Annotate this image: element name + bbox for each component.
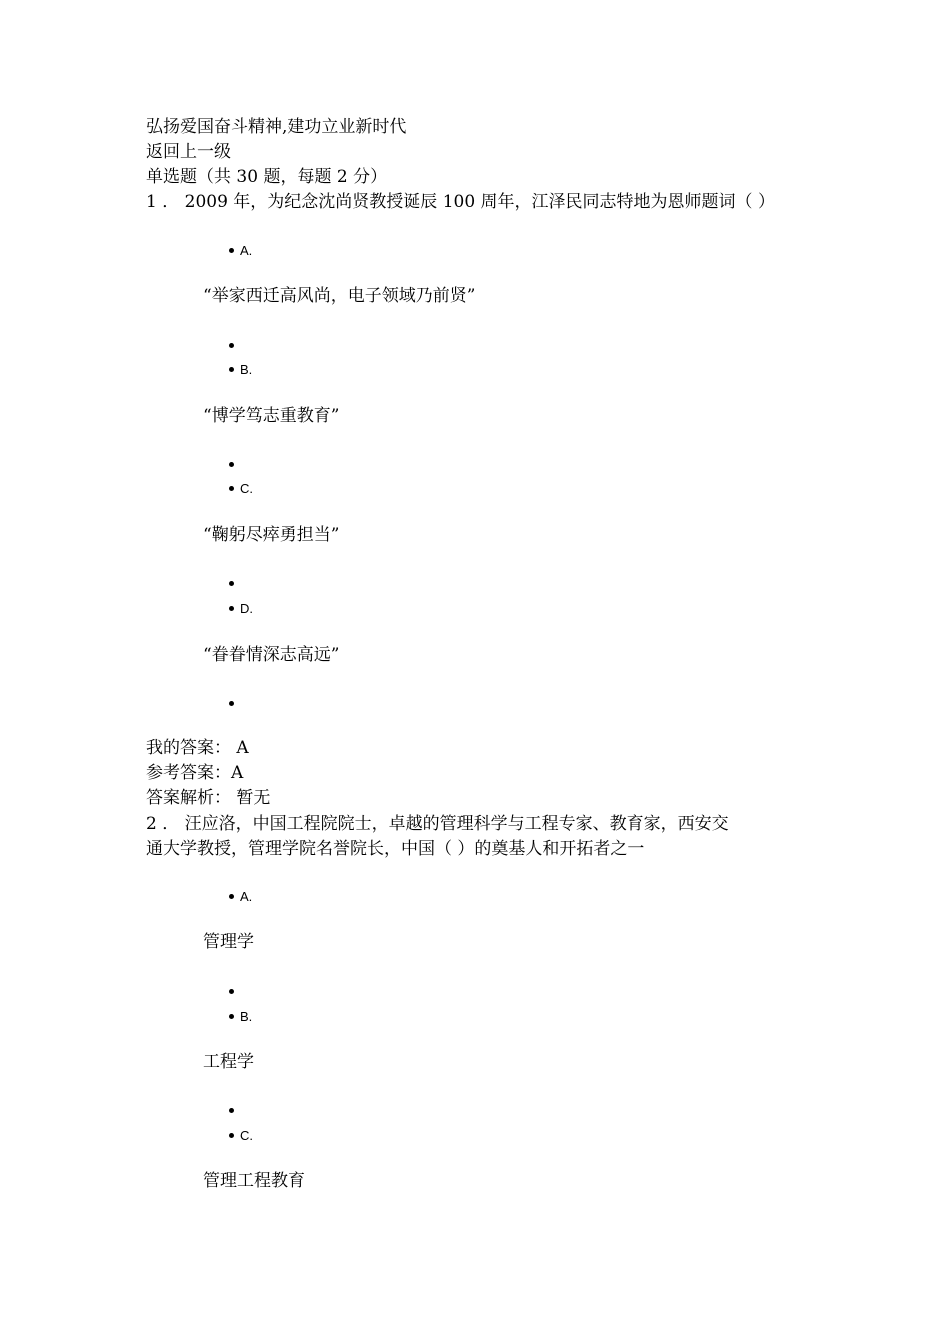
q1-option-a-bullet[interactable] bbox=[229, 242, 252, 260]
q1-empty-bullet bbox=[229, 456, 240, 474]
option-label: C. bbox=[240, 1128, 253, 1143]
option-label: C. bbox=[240, 481, 253, 496]
q2-option-c-text: 管理工程教育 bbox=[203, 1171, 305, 1191]
q1-option-b-bullet[interactable] bbox=[229, 361, 252, 379]
q2-option-a-text: 管理学 bbox=[203, 932, 254, 952]
bullet-icon bbox=[229, 486, 234, 491]
q1-option-d-text: “眷眷情深志高远” bbox=[203, 645, 340, 665]
bullet-icon bbox=[229, 1014, 234, 1019]
q1-option-d-bullet[interactable] bbox=[229, 600, 253, 618]
q2-option-a-bullet[interactable] bbox=[229, 888, 252, 906]
question-1-stem: 1 ． 2009 年，为纪念沈尚贤教授诞辰 100 周年，江泽民同志特地为恩师题词（ ） bbox=[146, 192, 775, 212]
q2-empty-bullet bbox=[229, 1102, 240, 1120]
answer-analysis: 答案解析： 暂无 bbox=[146, 788, 271, 808]
q1-option-c-bullet[interactable] bbox=[229, 480, 253, 498]
back-link[interactable]: 返回上一级 bbox=[146, 142, 231, 162]
bullet-icon bbox=[229, 581, 234, 586]
q1-option-b-text: “博学笃志重教育” bbox=[203, 406, 340, 426]
bullet-icon bbox=[229, 989, 234, 994]
q2-empty-bullet bbox=[229, 983, 240, 1001]
option-label: B. bbox=[240, 1009, 253, 1024]
section-header: 单选题（共 30 题，每题 2 分） bbox=[146, 167, 388, 187]
bullet-icon bbox=[229, 462, 234, 467]
bullet-icon bbox=[229, 894, 234, 899]
bullet-icon bbox=[229, 701, 234, 706]
bullet-icon bbox=[229, 367, 234, 372]
reference-answer: 参考答案：A bbox=[146, 763, 244, 783]
bullet-icon bbox=[229, 1108, 234, 1113]
q2-option-b-text: 工程学 bbox=[203, 1052, 254, 1072]
option-label: A. bbox=[240, 889, 253, 904]
question-2-stem-line2: 通大学教授，管理学院名誉院长，中国（ ）的奠基人和开拓者之一 bbox=[146, 839, 645, 859]
bullet-icon bbox=[229, 343, 234, 348]
option-label: A. bbox=[240, 243, 253, 258]
q2-option-c-bullet[interactable] bbox=[229, 1127, 253, 1145]
bullet-icon bbox=[229, 248, 234, 253]
q1-empty-bullet bbox=[229, 575, 240, 593]
option-label: D. bbox=[240, 601, 253, 616]
my-answer: 我的答案： A bbox=[146, 738, 249, 758]
q1-empty-bullet bbox=[229, 695, 240, 713]
bullet-icon bbox=[229, 1133, 234, 1138]
q2-option-b-bullet[interactable] bbox=[229, 1008, 252, 1026]
page-title: 弘扬爱国奋斗精神,建功立业新时代 bbox=[146, 117, 407, 137]
option-label: B. bbox=[240, 362, 253, 377]
q1-empty-bullet bbox=[229, 337, 240, 355]
question-2-stem-line1: 2 ． 汪应洛，中国工程院院士，卓越的管理科学与工程专家、教育家，西安交 bbox=[146, 814, 729, 834]
q1-option-c-text: “鞠躬尽瘁勇担当” bbox=[203, 525, 340, 545]
q1-option-a-text: “举家西迁高风尚，电子领域乃前贤” bbox=[203, 286, 476, 306]
bullet-icon bbox=[229, 606, 234, 611]
